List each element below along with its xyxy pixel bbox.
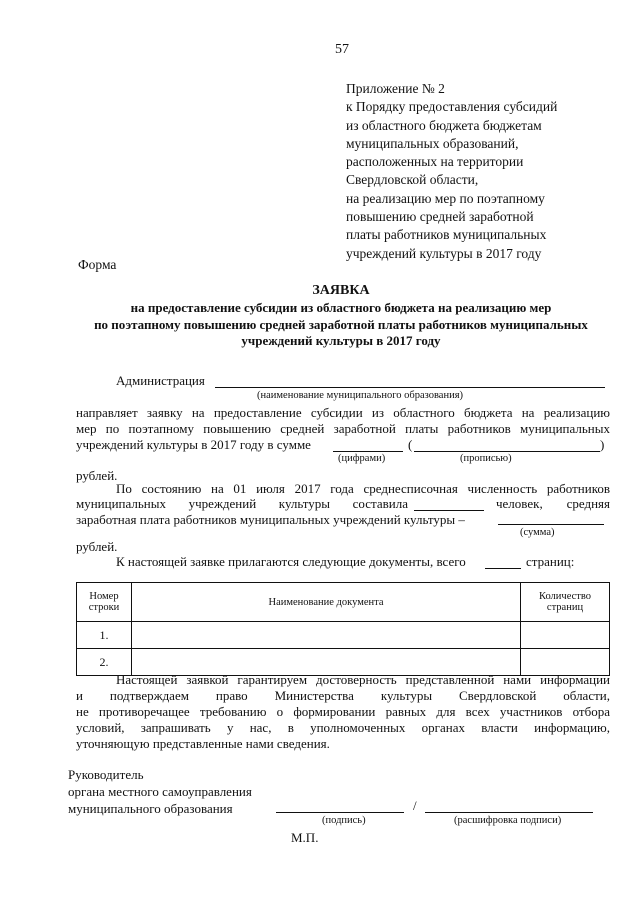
guarantee-line: и подтверждаем право Министерства культуры Свердловской области,	[76, 688, 610, 703]
sum-caption: (сумма)	[520, 527, 555, 538]
signature-caption: (подпись)	[322, 815, 366, 826]
appendix-line: на реализацию мер по поэтапному	[346, 190, 545, 206]
sum-words-field[interactable]	[414, 451, 600, 452]
appendix-line: платы работников муниципальных	[346, 227, 547, 243]
page-number: 57	[335, 42, 349, 57]
column-header: Наименование документа	[132, 583, 521, 622]
pages-total-field[interactable]	[485, 568, 521, 569]
headcount-field[interactable]	[414, 510, 484, 511]
paragraph-line: направляет заявку на предоставление субсидии из областного бюджета на реализацию	[76, 405, 610, 420]
column-header: Количество страниц	[521, 583, 610, 622]
paragraph-line: мер по поэтапному повышению средней заработной платы работников муниципальных	[76, 421, 610, 436]
rubles-label: рублей.	[76, 539, 118, 554]
signatory-line: Руководитель	[68, 767, 144, 782]
table-header-row	[77, 583, 610, 622]
appendix-line: Приложение № 2	[346, 81, 445, 96]
guarantee-line: уточняющую представленные нами сведения.	[76, 736, 330, 751]
average-salary-field[interactable]	[498, 524, 604, 525]
guarantee-line: Настоящей заявкой гарантируем достоверность представленной нами информации	[116, 672, 610, 687]
signatory-line: органа местного самоуправления	[68, 784, 252, 799]
appendix-block	[346, 80, 557, 263]
document-title: ЗАЯВКА	[312, 283, 370, 298]
paragraph-line: учреждений культуры в 2017 году в сумме	[76, 437, 311, 452]
appendix-line: учреждений культуры в 2017 году	[346, 245, 542, 261]
paragraph-line: муниципальных учреждений культуры составила	[76, 496, 408, 511]
digits-caption: (цифрами)	[338, 453, 386, 464]
rubles-label: рублей.	[76, 468, 118, 483]
paragraph-line: человек, средняя	[496, 496, 610, 511]
documents-table	[76, 582, 610, 676]
appendix-line: Свердловской области,	[346, 172, 479, 188]
paragraph-line: заработная плата работников муниципальных учреждений культуры –	[76, 512, 465, 527]
signatory-block	[68, 766, 252, 817]
sum-digits-field[interactable]	[333, 451, 403, 452]
appendix-line: расположенных на территории	[346, 154, 524, 170]
administration-label: Администрация	[116, 373, 205, 388]
municipality-field[interactable]	[215, 387, 605, 388]
appendix-line: повышению средней заработной	[346, 209, 534, 225]
appendix-line: из областного бюджета бюджетам	[346, 117, 542, 133]
paragraph-line: страниц:	[526, 554, 575, 569]
signatory-line: муниципального образования	[68, 801, 233, 816]
signature-field[interactable]	[276, 812, 404, 813]
document-subtitle	[0, 300, 640, 350]
municipality-caption: (наименование муниципального образования)	[257, 390, 464, 401]
row-number: 2.	[77, 649, 132, 676]
paren-open: (	[408, 437, 413, 452]
words-caption: (прописью)	[460, 453, 512, 464]
form-label: Форма	[78, 257, 117, 272]
decode-caption: (расшифровка подписи)	[454, 815, 562, 826]
table-row	[77, 622, 610, 649]
signature-slash: /	[413, 798, 417, 813]
guarantee-line: не противоречащее требованию о формировании равных для всех участников отбора	[76, 704, 610, 719]
subtitle-line: на предоставление субсидии из областного бюджета на реализацию мер	[130, 300, 552, 315]
subtitle-line: по поэтапному повышению средней заработной платы работников муниципальных	[94, 316, 588, 332]
subtitle-line: учреждений культуры в 2017 году	[241, 333, 441, 348]
document-name-cell[interactable]	[132, 622, 521, 649]
appendix-line: к Порядку предоставления субсидий	[346, 99, 558, 115]
appendix-line: муниципальных образований,	[346, 135, 519, 151]
stamp-place: М.П.	[291, 830, 319, 845]
row-number: 1.	[77, 622, 132, 649]
paragraph-line: К настоящей заявке прилагаются следующие документы, всего	[116, 554, 466, 569]
paren-close: )	[600, 437, 605, 452]
paragraph-line: По состоянию на 01 июля 2017 года среднесписочная численность работников	[116, 481, 610, 496]
guarantee-line: условий, запрашивать у нас, в уполномоченных органах власти информацию,	[76, 720, 610, 735]
signature-decode-field[interactable]	[425, 812, 593, 813]
page-count-cell[interactable]	[521, 622, 610, 649]
column-header: Номер строки	[77, 583, 132, 622]
